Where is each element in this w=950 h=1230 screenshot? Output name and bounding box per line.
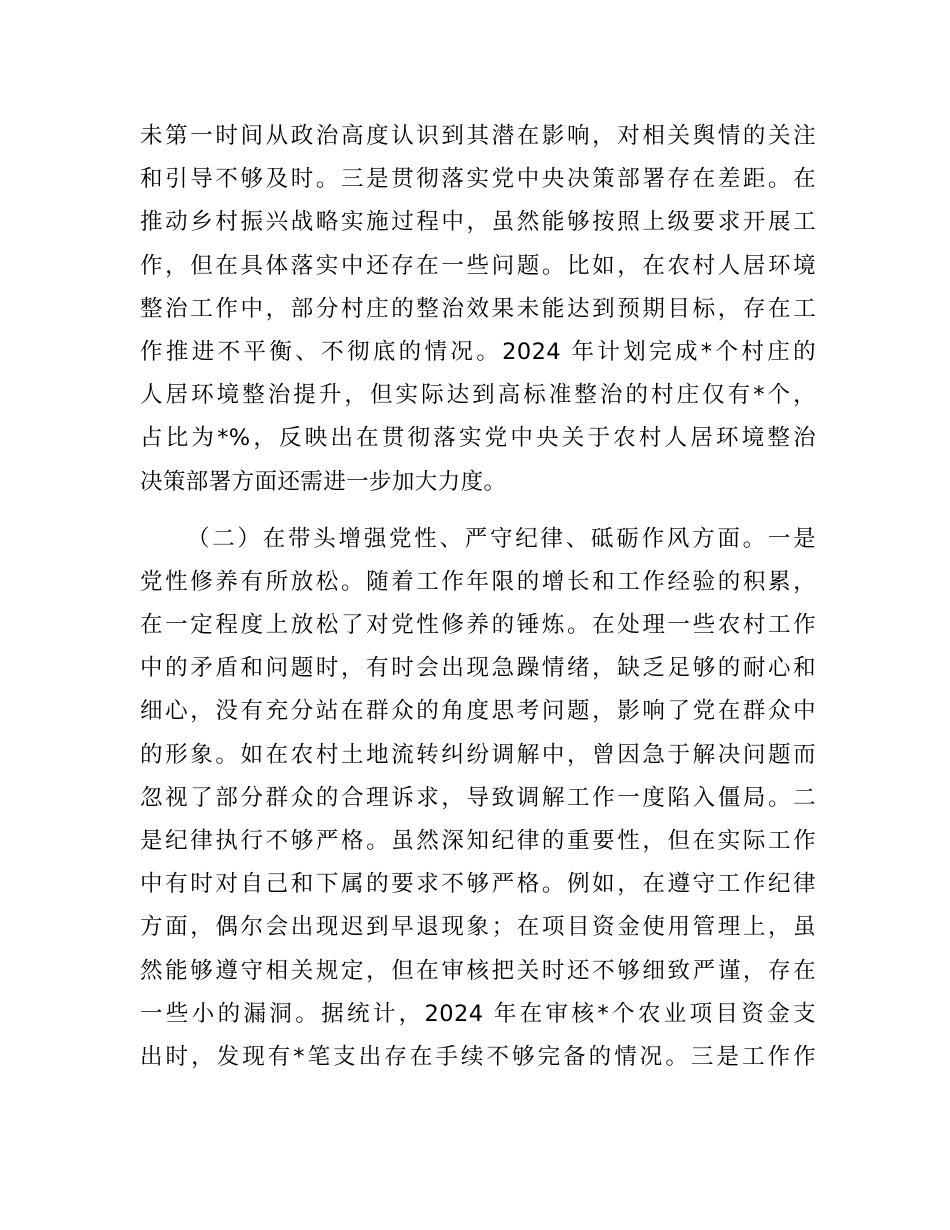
- paragraph-line: 未第一时间从政治高度认识到其潜在影响，对相关舆情的关注: [140, 123, 816, 149]
- paragraph-line: 占比为*%，反映出在贯彻落实党中央关于农村人居环境整治: [140, 425, 816, 452]
- paragraph-line: 方面，偶尔会出现迟到早退现象；在项目资金使用管理上，虽: [140, 914, 816, 941]
- paragraph-2: [140, 518, 816, 1079]
- paragraph-line: 推动乡村振兴战略实施过程中，虽然能够按照上级要求开展工: [140, 209, 816, 236]
- paragraph-line: （二）在带头增强党性、严守纪律、砥砺作风方面。一是: [187, 525, 816, 552]
- paragraph-line: 作，但在具体落实中还存在一些问题。比如，在农村人居环境: [140, 252, 816, 279]
- paragraph-1: [140, 115, 816, 504]
- paragraph-line: 一些小的漏洞。据统计，2024 年在审核*个农业项目资金支: [140, 1000, 816, 1027]
- paragraph-line: 党性修养有所放松。随着工作年限的增长和工作经验的积累，: [140, 568, 816, 595]
- paragraph-line: 细心，没有充分站在群众的角度思考问题，影响了党在群众中: [140, 698, 816, 725]
- paragraph-line: 然能够遵守相关规定，但在审核把关时还不够细致严谨，存在: [140, 957, 816, 984]
- paragraph-line: 出时，发现有*笔支出存在手续不够完备的情况。三是工作作: [140, 1043, 816, 1070]
- paragraph-line: 作推进不平衡、不彻底的情况。2024 年计划完成*个村庄的: [140, 338, 816, 365]
- paragraph-line: 的形象。如在农村土地流转纠纷调解中，曾因急于解决问题而: [140, 741, 816, 768]
- paragraph-line: 中的矛盾和问题时，有时会出现急躁情绪，缺乏足够的耐心和: [140, 655, 816, 682]
- paragraph-line: 忽视了部分群众的合理诉求，导致调解工作一度陷入僵局。二: [140, 784, 816, 811]
- paragraph-line: 中有时对自己和下属的要求不够严格。例如，在遵守工作纪律: [140, 871, 816, 898]
- paragraph-line: 是纪律执行不够严格。虽然深知纪律的重要性，但在实际工作: [140, 828, 816, 854]
- document-body: [140, 115, 816, 1079]
- paragraph-line: 和引导不够及时。三是贯彻落实党中央决策部署存在差距。在: [140, 166, 816, 193]
- paragraph-line: 整治工作中，部分村庄的整治效果未能达到预期目标，存在工: [140, 295, 816, 322]
- paragraph-line: 在一定程度上放松了对党性修养的锤炼。在处理一些农村工作: [140, 612, 816, 639]
- paragraph-gap: [140, 504, 816, 518]
- paragraph-line: 人居环境整治提升，但实际达到高标准整治的村庄仅有*个，: [140, 382, 816, 409]
- paragraph-line: 决策部署方面还需进一步加大力度。: [140, 468, 507, 495]
